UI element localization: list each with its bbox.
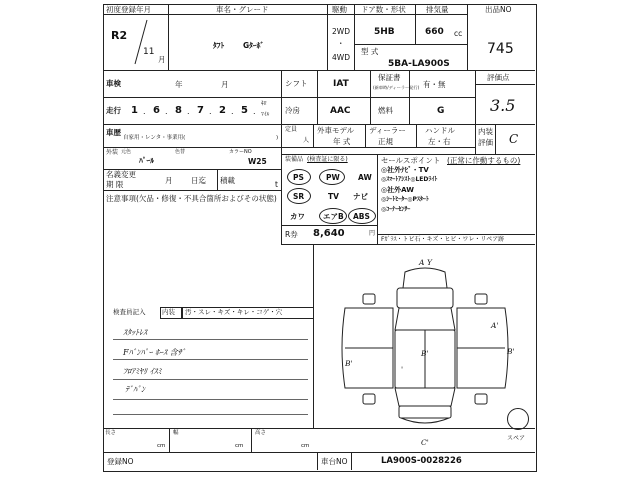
dotted-rule: [113, 339, 308, 340]
rule: [377, 234, 535, 235]
ac-value: AAC: [330, 106, 351, 116]
spare-label: スペア: [507, 435, 526, 442]
width-label: 幅: [173, 430, 179, 436]
rule: [495, 124, 496, 154]
dotted-rule: [113, 414, 308, 415]
odometer-separator: .: [253, 107, 256, 116]
history-options: 自家用・レンタ・事業用(: [123, 135, 186, 141]
rule: [313, 124, 314, 147]
rule: [103, 147, 475, 148]
equip-abs: ABS: [353, 212, 370, 221]
loading-label: 積載: [220, 176, 235, 185]
length-unit: cm: [157, 443, 166, 449]
width-unit: cm: [235, 443, 244, 449]
rule: [317, 70, 318, 124]
inspection-year: 年: [175, 80, 183, 89]
first-reg-label: 初度登録年月: [106, 5, 151, 14]
rule: [103, 428, 535, 429]
drive-label: 駆動: [332, 5, 347, 14]
rule: [467, 4, 468, 70]
loading-unit: t: [275, 180, 278, 189]
color-no: W25: [248, 157, 267, 166]
rule: [365, 124, 366, 147]
equipment-note: (検査証に限る): [307, 156, 348, 163]
mark-right: B': [507, 347, 515, 356]
handle-label: ハンドル: [425, 126, 455, 135]
odometer-separator: .: [143, 107, 146, 116]
capacity-label: 定員: [285, 126, 298, 133]
equip-aw: AW: [358, 173, 372, 182]
exterior-color: ﾊﾟｰﾙ: [139, 156, 154, 165]
odometer-digit: 1: [131, 105, 138, 116]
equip-navi: ナビ: [353, 192, 368, 201]
inspection-month: 月: [221, 80, 229, 89]
deadline-label: 期 限: [106, 180, 124, 189]
odometer-digit: 6: [153, 105, 160, 116]
defect-list: 汚・スレ・キズ・キレ・コゲ・穴: [185, 308, 283, 316]
rule: [281, 225, 377, 226]
odometer-digit: 5: [241, 105, 248, 116]
recycle-value: 8,640: [313, 228, 345, 239]
recycle-label: R券: [285, 230, 298, 239]
interior-tag: 内装: [162, 308, 175, 316]
exterior-label: 外装: [106, 149, 119, 156]
handle-options: 左・右: [428, 137, 451, 146]
lot-label: 出品NO: [485, 5, 512, 14]
deadline-month: 月: [165, 176, 173, 185]
equip-ps: PS: [293, 173, 304, 182]
shift-label: シフト: [285, 79, 308, 88]
car-grade: Gﾀｰﾎﾞ: [243, 41, 265, 50]
original-color-label: 元色: [121, 149, 132, 155]
drive-dot: ・: [337, 39, 345, 48]
inspection-label: 車検: [106, 79, 121, 88]
equipment-label: 装備品: [285, 156, 304, 163]
spare-tire-icon: [507, 408, 529, 430]
circle-mark: [319, 169, 345, 185]
inspector-note: ﾌﾛｱﾐﾔﾘ ｲｽﾐ: [123, 367, 162, 376]
fuel-label: 燃料: [378, 106, 393, 115]
mark-left: B': [345, 359, 353, 368]
capacity-unit: 人: [303, 137, 310, 144]
dealer-label: ディーラー: [369, 126, 406, 135]
chassis-no: LA900S-0028226: [381, 456, 462, 466]
fuel-value: G: [437, 106, 445, 116]
rule: [103, 190, 281, 191]
rule: [217, 169, 218, 190]
odometer-separator: .: [231, 107, 234, 116]
warranty-options: 有・無: [423, 80, 446, 89]
interior-label: 内装: [478, 127, 493, 136]
drive-4wd: 4WD: [332, 53, 350, 62]
rule: [281, 154, 535, 155]
rule: [103, 70, 535, 71]
mark-roof: B': [421, 349, 429, 358]
shift-value: IAT: [333, 79, 349, 89]
rule: [475, 124, 535, 125]
damage-legend: Fｶﾞﾗｽ・トビ石・キズ・ヒビ・ワレ・リペア跡: [381, 236, 505, 243]
odometer-digit: 2: [219, 105, 226, 116]
equip-airbag: エアB: [323, 212, 344, 221]
circle-mark: [348, 208, 376, 224]
odometer-separator: .: [187, 107, 190, 116]
lot-number: 745: [487, 41, 514, 57]
reg-month: 11: [143, 47, 155, 57]
km-unit: ｷﾛ: [261, 101, 267, 107]
rule: [168, 4, 169, 70]
history-label: 車歴: [106, 128, 121, 137]
rule: [327, 4, 328, 70]
odometer-separator: .: [165, 107, 168, 116]
rule: [317, 452, 318, 470]
mark-side: A': [491, 321, 499, 330]
selling-point-item: ◎ｺｰﾅｰｾﾝｻｰ: [381, 206, 411, 213]
color-change-label: 色替: [175, 149, 186, 155]
circle-mark: [287, 188, 311, 204]
equip-sr: SR: [293, 192, 305, 201]
notes-label: 注意事項(欠品・修復・不具合箇所およびその状態): [106, 194, 277, 203]
chassis-label: 車台NO: [321, 457, 348, 466]
name-grade-label: 車名・グレード: [216, 5, 269, 14]
odometer-separator: .: [209, 107, 212, 116]
name-change-label: 名義変更: [106, 170, 136, 179]
mark-front: A: [419, 258, 425, 267]
equip-tv: TV: [328, 192, 339, 201]
import-label: 外車モデル: [317, 126, 355, 135]
door-type: 5HB: [374, 27, 395, 37]
interior-sub: 評価: [478, 138, 493, 147]
dotted-rule: [113, 379, 308, 380]
rule: [377, 154, 378, 244]
date-slash: [131, 18, 151, 66]
rule: [416, 124, 417, 147]
color-no-label: カラーNO: [229, 149, 252, 155]
selling-points-label: セールスポイント: [381, 156, 441, 165]
circle-mark: [319, 208, 347, 224]
rule: [103, 97, 475, 98]
rule: [103, 14, 467, 15]
rule: [103, 452, 535, 453]
warranty-label: 保証書: [378, 73, 401, 82]
displacement-value: 660: [425, 27, 444, 37]
score-value: 3.5: [490, 96, 516, 115]
model-code: 5BA-LA900S: [388, 59, 450, 69]
dotted-rule: [113, 399, 308, 400]
displacement-label: 排気量: [426, 5, 449, 14]
recycle-yen: 円: [369, 230, 376, 237]
selling-point-item: ◎社外AW: [381, 186, 414, 194]
auction-sheet: [103, 4, 537, 472]
deadline-day: 日迄: [191, 176, 206, 185]
rule: [251, 428, 252, 452]
interior-grade: C: [509, 132, 519, 146]
mark-front-dot: Y: [427, 258, 432, 267]
inspector-note: ﾃﾞﾊﾟﾝ: [125, 385, 145, 394]
circle-mark: [287, 169, 311, 185]
score-label: 評価点: [487, 73, 510, 82]
rule: [475, 84, 535, 85]
rule: [409, 70, 410, 124]
height-unit: cm: [301, 443, 310, 449]
mark-tick: ': [401, 365, 404, 374]
mark-rear: C': [421, 438, 429, 447]
selling-points-note: (正常に作動するもの): [447, 156, 521, 165]
drive-2wd: 2WD: [332, 27, 350, 36]
reg-month-unit: 月: [158, 55, 166, 64]
rule: [415, 4, 416, 44]
height-label: 高さ: [255, 430, 267, 436]
rule: [281, 244, 535, 245]
mile-unit: ﾏｲﾙ: [261, 112, 270, 118]
rule: [313, 244, 314, 428]
reg-year: R2: [111, 29, 128, 42]
import-options: 年 式: [333, 137, 351, 146]
model-label: 型 式: [361, 47, 379, 56]
rule: [169, 428, 170, 452]
mileage-label: 走行: [106, 106, 121, 115]
inspector-note: Fﾊﾞﾝﾊﾟｰ ﾎｰｽ 含ｻﾞ: [123, 348, 186, 357]
rule: [354, 44, 467, 45]
displacement-unit: cc: [454, 29, 463, 38]
selling-point-item: ◎社外ﾅﾋﾞ・TV: [381, 166, 429, 174]
length-label: 長さ: [105, 430, 117, 436]
inspector-note: ｽﾀｯﾄﾚｽ: [123, 328, 147, 337]
odometer-digit: 8: [175, 105, 182, 116]
selling-point-item: ◎ｽﾏｰﾄｱｼｽﾄ◎LEDﾗｲﾄ: [381, 176, 438, 183]
warranty-sub: (新車時/ディーラー発行): [373, 85, 420, 90]
odometer-digit: 7: [197, 105, 204, 116]
selling-point-item: ◎ｼｰﾄﾋｰﾀｰ◎Pｽﾀｰﾄ: [381, 196, 429, 203]
ac-label: 冷房: [285, 106, 300, 115]
rule: [475, 70, 476, 154]
dealer-sub: 正規: [378, 137, 393, 146]
rule: [354, 4, 355, 70]
rule: [351, 452, 352, 470]
rule: [370, 70, 371, 124]
inspector-label: 検査員記入: [113, 308, 146, 316]
doors-label: ドア数・形状: [361, 5, 406, 14]
reg-no-label: 登録NO: [107, 457, 134, 466]
dotted-rule: [113, 359, 308, 360]
rule: [281, 154, 282, 244]
equip-leather: カワ: [290, 212, 305, 221]
equip-pw: PW: [326, 173, 340, 182]
rule: [103, 124, 475, 125]
history-close: ): [276, 135, 279, 141]
car-name: ﾀﾌﾄ: [213, 41, 225, 50]
